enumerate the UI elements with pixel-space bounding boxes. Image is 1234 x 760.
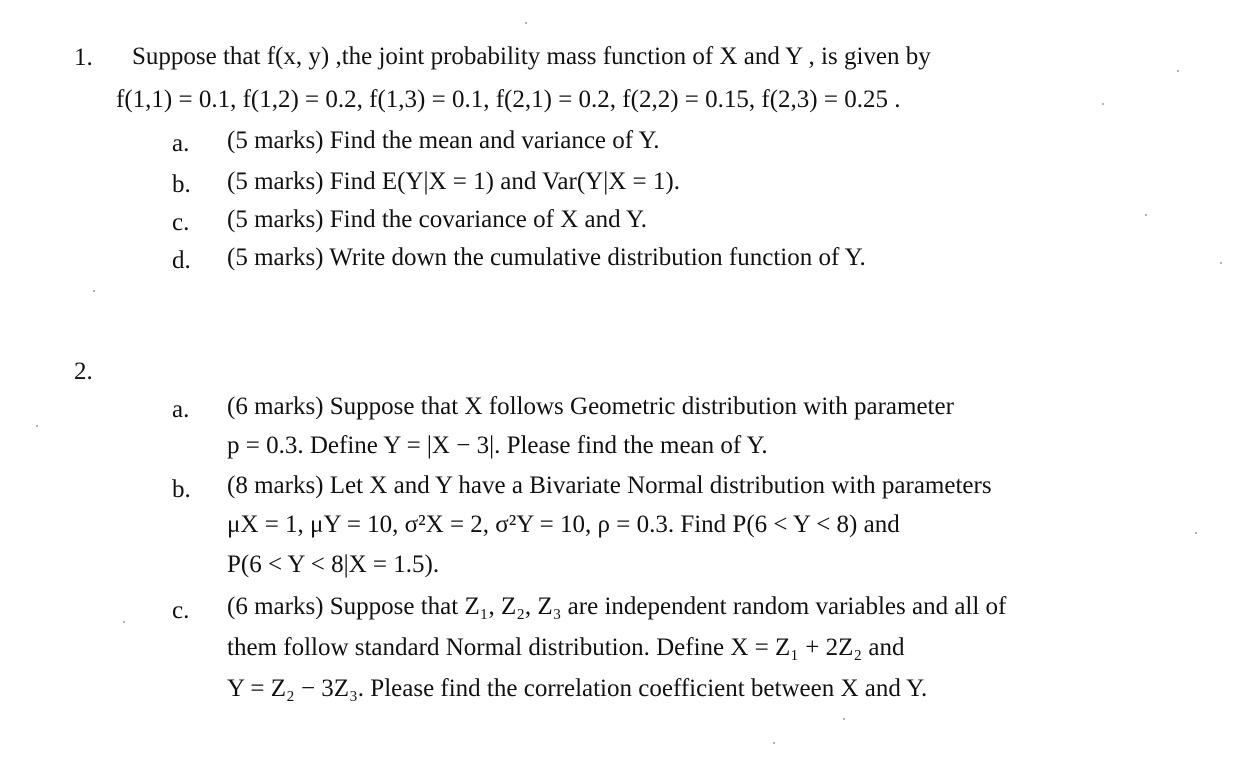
q2-part-c-line-1: (6 marks) Suppose that Z₁, Z₂, Z₃ are independent random variables and all of bbox=[227, 593, 1007, 620]
q1-part-b-text: (5 marks) Find E(Y|X = 1) and Var(Y|X = 1). bbox=[227, 168, 680, 195]
q1-part-a-text: (5 marks) Find the mean and variance of Y. bbox=[227, 127, 660, 154]
scan-speck bbox=[525, 22, 527, 24]
question-1-intro: Suppose that f(x, y) ,the joint probability mass function of X and Y , is given by bbox=[132, 43, 931, 70]
q2-part-c-line-3: Y = Z₂ − 3Z₃. Please find the correlation coefficient between X and Y. bbox=[227, 675, 928, 702]
q2-part-a-line-1: (6 marks) Suppose that X follows Geometric distribution with parameter bbox=[227, 393, 954, 420]
scan-speck bbox=[773, 742, 775, 744]
q2-part-c-line-2: them follow standard Normal distribution. Define X = Z₁ + 2Z₂ and bbox=[227, 634, 905, 661]
scan-speck bbox=[1177, 70, 1179, 72]
scan-speck bbox=[1220, 262, 1222, 264]
scan-speck bbox=[1145, 214, 1147, 216]
scan-speck bbox=[1102, 103, 1104, 105]
question-2-number: 2. bbox=[74, 358, 93, 385]
q2-part-a-letter: a. bbox=[172, 396, 190, 423]
scan-speck bbox=[93, 290, 95, 292]
q1-part-a-letter: a. bbox=[172, 130, 190, 157]
question-1-number: 1. bbox=[74, 44, 93, 71]
q2-part-b-line-1: (8 marks) Let X and Y have a Bivariate Normal distribution with parameters bbox=[227, 472, 992, 499]
q2-part-c-letter: c. bbox=[172, 597, 190, 624]
q1-part-d-letter: d. bbox=[172, 247, 191, 274]
q2-part-b-line-2: μX = 1, μY = 10, σ²X = 2, σ²Y = 10, ρ = 0.3. Find P(6 < Y < 8) and bbox=[227, 511, 900, 538]
q1-part-c-text: (5 marks) Find the covariance of X and Y. bbox=[227, 206, 648, 233]
scan-speck bbox=[843, 718, 845, 720]
q2-part-b-line-3: P(6 < Y < 8|X = 1.5). bbox=[227, 551, 440, 578]
question-1-pmf-values: f(1,1) = 0.1, f(1,2) = 0.2, f(1,3) = 0.1, f(2,1) = 0.2, f(2,2) = 0.15, f(2,3) = 0.25 . bbox=[116, 86, 901, 113]
q2-part-a-line-2: p = 0.3. Define Y = |X − 3|. Please find the mean of Y. bbox=[227, 432, 768, 459]
q1-part-c-letter: c. bbox=[172, 209, 190, 236]
scan-speck bbox=[123, 621, 125, 623]
scan-speck bbox=[1195, 532, 1197, 534]
q1-part-b-letter: b. bbox=[172, 171, 191, 198]
q2-part-b-letter: b. bbox=[172, 476, 191, 503]
q1-part-d-text: (5 marks) Write down the cumulative distribution function of Y. bbox=[227, 244, 866, 271]
scan-speck bbox=[36, 425, 38, 427]
